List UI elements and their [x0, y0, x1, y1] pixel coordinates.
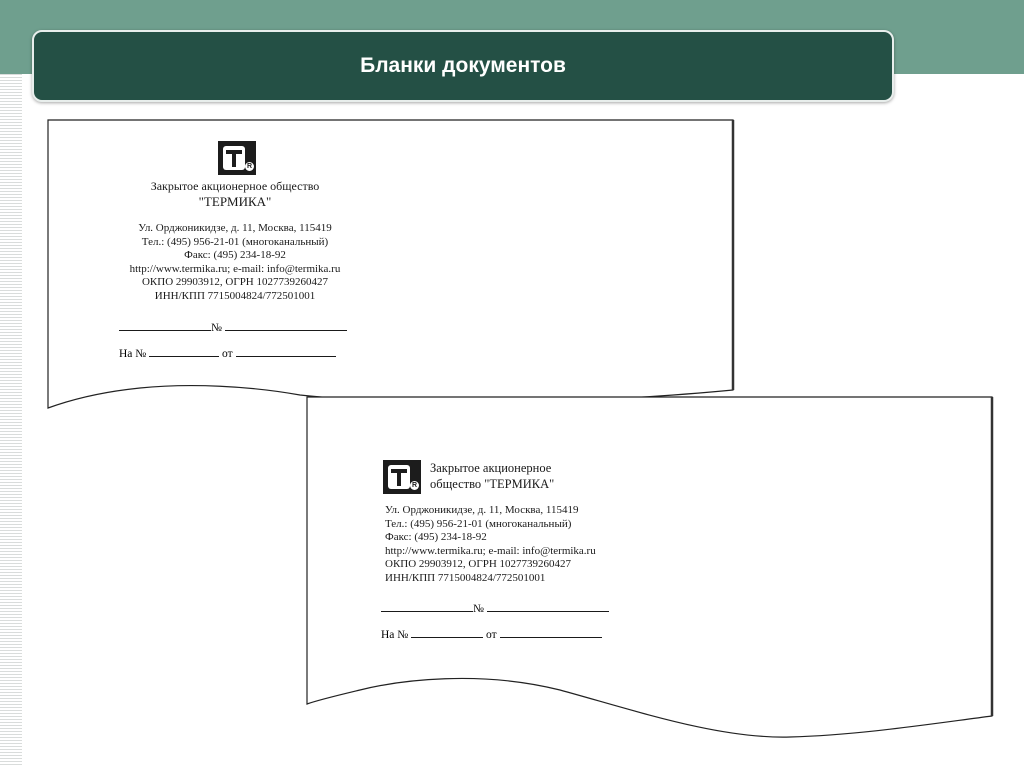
- fax-text: Факс: (495) 234-18-92: [184, 249, 286, 261]
- termika-logo: [383, 460, 421, 494]
- fax-text: Факс: (495) 234-18-92: [385, 531, 487, 543]
- inn-kpp-text: ИНН/КПП 7715004824/772501001: [385, 571, 546, 584]
- number-label: №: [211, 322, 222, 334]
- reference-label: На №: [381, 629, 409, 641]
- registered-mark: R: [246, 163, 253, 170]
- company-details: [110, 222, 360, 303]
- reference-number-blank: [411, 627, 483, 638]
- outgoing-number-row: [381, 601, 609, 615]
- web-email-text: http://www.termika.ru; e-mail: info@termika.ru: [129, 262, 341, 275]
- reference-date-blank: [236, 346, 336, 357]
- reference-number-blank: [149, 346, 219, 357]
- company-header: [430, 460, 630, 492]
- logo-letter-t-stem: [397, 469, 401, 486]
- outgoing-number-row: [119, 320, 347, 334]
- reference-row: [381, 627, 602, 641]
- inn-kpp-text: ИНН/КПП 7715004824/772501001: [154, 289, 316, 302]
- registered-mark: R: [411, 482, 418, 489]
- address-text: Ул. Орджоникидзе, д. 11, Москва, 115419: [138, 222, 332, 234]
- phone-text: Тел.: (495) 956-21-01 (многоканальный): [141, 235, 329, 248]
- termika-logo-box: [388, 465, 410, 489]
- reference-row: [119, 346, 336, 360]
- reference-date-blank: [500, 627, 602, 638]
- logo-letter-t-stem: [232, 150, 236, 167]
- number-blank: [225, 320, 347, 331]
- date-blank: [119, 320, 211, 331]
- okpo-ogrn-text: ОКПО 29903912, ОГРН 1027739260427: [141, 276, 329, 288]
- termika-logo: [218, 141, 256, 175]
- org-name-line2: "ТЕРМИКА": [198, 194, 272, 209]
- number-label: №: [473, 603, 484, 615]
- okpo-ogrn-text: ОКПО 29903912, ОГРН 1027739260427: [385, 558, 572, 570]
- web-email-text: http://www.termika.ru; e-mail: info@termika.ru: [385, 544, 596, 557]
- slide-title: Бланки документов: [360, 54, 566, 77]
- from-label: от: [486, 629, 497, 641]
- termika-logo-box: [223, 146, 245, 170]
- org-name-line2: общество "ТЕРМИКА": [430, 477, 555, 491]
- org-name-line1: Закрытое акционерное: [430, 461, 552, 475]
- date-blank: [381, 601, 473, 612]
- address-text: Ул. Орджоникидзе, д. 11, Москва, 115419: [385, 504, 579, 516]
- number-blank: [487, 601, 609, 612]
- company-header: [110, 179, 360, 210]
- reference-label: На №: [119, 348, 147, 360]
- company-details: [385, 504, 625, 585]
- phone-text: Тел.: (495) 956-21-01 (многоканальный): [385, 517, 572, 530]
- from-label: от: [222, 348, 233, 360]
- org-name-line1: Закрытое акционерное общество: [150, 179, 320, 193]
